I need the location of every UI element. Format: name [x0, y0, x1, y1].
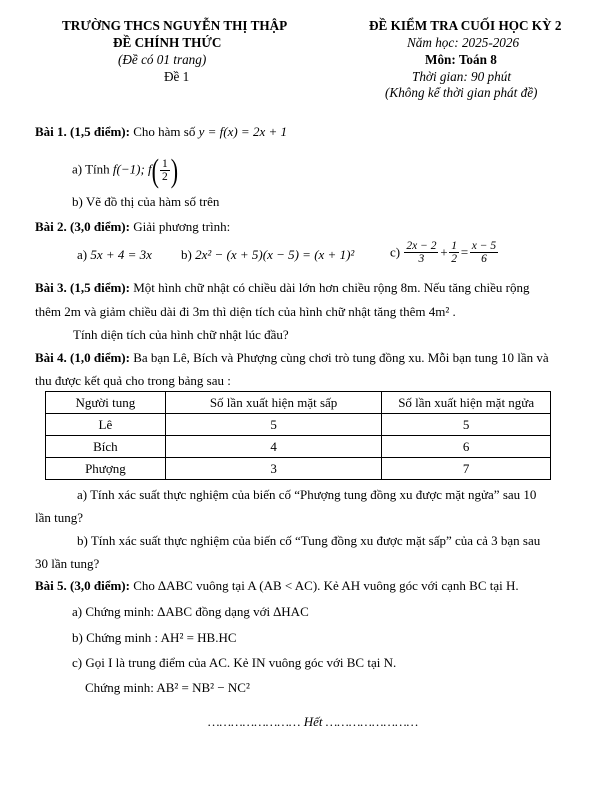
bai5-b: b) Chứng minh : AH² = HB.HC	[72, 630, 237, 645]
table-cell: 6	[382, 436, 551, 458]
duration: Thời gian: 90 phút	[412, 69, 511, 84]
bai2-label: Bài 2. (3,0 điểm):	[35, 219, 130, 234]
table-header: Số lần xuất hiện mặt ngửa	[382, 392, 551, 414]
bai5-a: a) Chứng minh: ∆ABC đồng dạng với ∆HAC	[72, 604, 309, 619]
table-cell: 4	[165, 436, 382, 458]
table-cell: Bích	[46, 436, 166, 458]
bai1-a-fraction: $\frac{1}{2}$	[161, 158, 168, 183]
bai2-text: Giải phương trình:	[133, 219, 231, 234]
bai3-line2: thêm 2m và giảm chiều dài đi 3m thì diện tích của hình chữ nhật tăng thêm 4m² .	[35, 304, 456, 319]
bai2-a-expr: 5x + 4 = 3x	[90, 247, 152, 262]
bai3-line1: Bài 3. (1,5 điểm): Một hình chữ nhật có chiều dài lớn hơn chiều rộng 8m. Nếu tăng chiều rộng	[35, 280, 530, 295]
bai5-c2: Chứng minh: AB² = NB² − NC²	[85, 680, 250, 695]
school-year: Năm học: 2025-2026	[407, 35, 520, 50]
bai1-label: Bài 1. (1,5 điểm):	[35, 124, 130, 139]
bai5-line: Bài 5. (3,0 điểm): Cho ∆ABC vuông tại A (AB < AC). Kẻ AH vuông góc với cạnh BC tại H.	[35, 578, 519, 593]
bai2-b-expr: 2x² − (x + 5)(x − 5) = (x + 1)²	[195, 247, 355, 262]
bai5-c: c) Gọi I là trung điểm của AC. Kẻ IN vuông góc với BC tại N.	[72, 655, 397, 670]
bai4-label: Bài 4. (1,0 điểm):	[35, 350, 130, 365]
table-cell: Phượng	[46, 458, 166, 480]
bai4-a-line2: lần tung?	[35, 510, 84, 525]
bai2-c-fraction-3: $\frac{x - 5}{6}$	[471, 240, 497, 265]
subject: Môn: Toán 8	[425, 52, 497, 67]
bai3-line3: Tính diện tích của hình chữ nhật lúc đầu?	[73, 327, 289, 342]
bai4-a-line1: a) Tính xác suất thực nghiệm của biến cố “Phượng tung đồng xu được mặt ngửa” sau 10	[77, 487, 537, 502]
table-row	[46, 436, 551, 458]
table-cell: 7	[382, 458, 551, 480]
bai4-b-line2: 30 lần tung?	[35, 556, 100, 571]
bai1-a: a) Tính f(−1); f( $\frac{1}{2}$ )	[72, 151, 179, 189]
exam-code: Đề 1	[164, 69, 190, 84]
bai2-c-fraction-2: $\frac{1}{2}$	[451, 240, 458, 265]
table-header-row	[46, 392, 551, 414]
bai3-label: Bài 3. (1,5 điểm):	[35, 280, 130, 295]
bai2-a: a) 5x + 4 = 3x	[77, 247, 152, 262]
bai2-c-fraction-1: $\frac{2x - 2}{3}$	[406, 240, 437, 265]
bai2-c: c) $\frac{2x - 2}{3}$ + $\frac{1}{2}$ = $\frac{x - 5}{6}$	[390, 240, 497, 265]
bai5-label: Bài 5. (3,0 điểm):	[35, 578, 130, 593]
table-cell: 5	[382, 414, 551, 436]
bai4-b-line1: b) Tính xác suất thực nghiệm của biến cố “Tung đồng xu được mặt sấp” của cả 3 bạn sau	[77, 533, 541, 548]
bai1-formula: y = f(x) = 2x + 1	[198, 124, 287, 139]
bai1-text: Cho hàm số	[133, 124, 196, 139]
end-marker: …………………… Hết ……………………	[208, 714, 419, 729]
bai1-line	[35, 124, 287, 140]
table-header: Người tung	[46, 392, 166, 414]
bai4-line1: Bài 4. (1,0 điểm): Ba bạn Lê, Bích và Phượng cùng chơi trò tung đồng xu. Mỗi bạn tung 10 lần và	[35, 350, 549, 365]
table-cell: 5	[165, 414, 382, 436]
bai1-b: b) Vẽ đồ thị của hàm số trên	[72, 194, 220, 209]
table-cell: 3	[165, 458, 382, 480]
table-row	[46, 414, 551, 436]
exam-title: ĐỀ KIỂM TRA CUỐI HỌC KỲ 2	[369, 18, 562, 33]
school-name: TRƯỜNG THCS NGUYỄN THỊ THẬP	[62, 18, 288, 33]
table-cell: Lê	[46, 414, 166, 436]
bai2-b: b) 2x² − (x + 5)(x − 5) = (x + 1)²	[181, 247, 355, 262]
bai4-line2: thu được kết quả cho trong bảng sau :	[35, 373, 231, 388]
bai1-a-label: a) Tính	[72, 161, 110, 177]
official-label: ĐỀ CHÍNH THỨC	[113, 35, 222, 50]
bai1-a-expr: f(−1); f	[112, 161, 152, 177]
bai2-line	[35, 219, 230, 235]
table-header: Số lần xuất hiện mặt sấp	[165, 392, 382, 414]
duration-note: (Không kể thời gian phát đề)	[385, 85, 538, 100]
page-count: (Đề có 01 trang)	[118, 52, 207, 67]
table-row	[46, 458, 551, 480]
results-table	[45, 391, 551, 480]
